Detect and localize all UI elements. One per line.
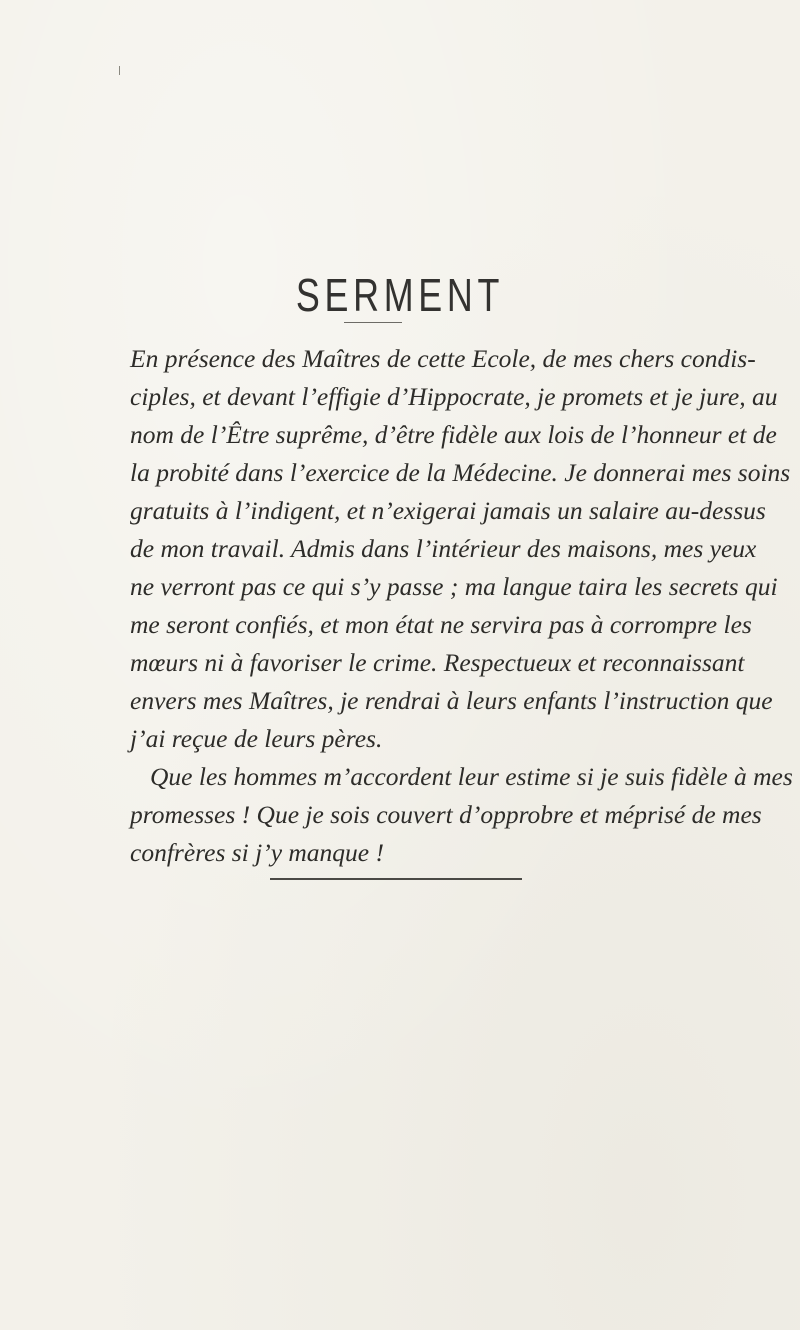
closing-divider (270, 878, 522, 880)
oath-line: envers mes Maîtres, je rendrai à leurs enfants l’instruction que (130, 686, 773, 715)
oath-text (130, 340, 793, 872)
oath-line: mœurs ni à favoriser le crime. Respectueux et reconnaissant (130, 648, 745, 677)
oath-line: me seront confiés, et mon état ne servira pas à corrompre les (130, 610, 752, 639)
oath-line: confrères si j’y manque ! (130, 838, 384, 867)
oath-line: En présence des Maîtres de cette Ecole, de mes chers condis- (130, 344, 756, 373)
oath-line: nom de l’Être suprême, d’être fidèle aux lois de l’honneur et de (130, 420, 777, 449)
page-mark-top (119, 66, 120, 75)
oath-line: ne verront pas ce qui s’y passe ; ma langue taira les secrets qui (130, 572, 778, 601)
oath-line: la probité dans l’exercice de la Médecine. Je donnerai mes soins (130, 458, 791, 487)
title-divider (344, 322, 402, 323)
oath-line: ciples, et devant l’effigie d’Hippocrate, je promets et je jure, au (130, 382, 778, 411)
oath-line: gratuits à l’indigent, et n’exigerai jamais un salaire au-dessus (130, 496, 766, 525)
oath-line: promesses ! Que je sois couvert d’opprobre et méprisé de mes (130, 800, 762, 829)
oath-line: de mon travail. Admis dans l’intérieur des maisons, mes yeux (130, 534, 757, 563)
page-title: SERMENT (295, 269, 505, 321)
oath-line: Que les hommes m’accordent leur estime si je suis fidèle à mes (150, 762, 793, 791)
oath-line: j’ai reçue de leurs pères. (130, 724, 383, 753)
